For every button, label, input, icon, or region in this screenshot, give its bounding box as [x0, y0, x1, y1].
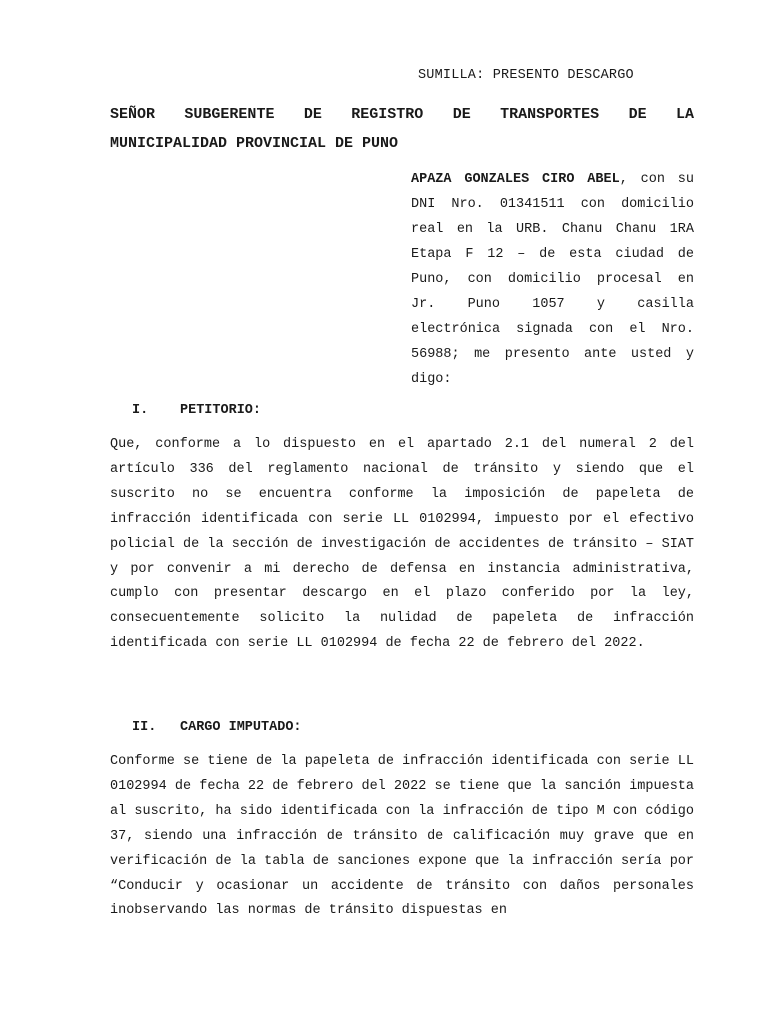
section-number: I. [132, 403, 149, 418]
addressee-block [110, 100, 694, 158]
section-number: II. [132, 720, 157, 735]
applicant-name: APAZA GONZALES CIRO ABEL [411, 172, 620, 187]
addressee-line-1: SEÑOR SUBGERENTE DE REGISTRO DE TRANSPORTES DE LA [110, 106, 694, 123]
applicant-details: , con su DNI Nro. 01341511 con domicilio real en la URB. Chanu Chanu 1RA Etapa F 12 – de esta ciudad de Puno, con domicilio procesal en Jr. Puno 1057 y casilla electrónica signada con el Nro. 56988; me presento ante usted y digo: [411, 172, 694, 387]
section-heading-petitorio [132, 403, 261, 418]
applicant-block [411, 167, 694, 392]
section-body-petitorio: Que, conforme a lo dispuesto en el apartado 2.1 del numeral 2 del artículo 336 del reglamento nacional de tránsito y siendo que el suscrito no se encuentra conforme la imposición de papeleta de infracción identificada con serie LL 0102994, impuesto por el efectivo policial de la sección de investigación de accidentes de tránsito – SIAT y por convenir a mi derecho de defensa en instancia administrativa, cumplo con presentar descargo en el plazo conferido por la ley, consecuentemente solicito la nulidad de papeleta de infracción identificada con serie LL 0102994 de fecha 22 de febrero del 2022. [110, 437, 694, 652]
section-heading-cargo-imputado [132, 720, 302, 735]
section-body-cargo-imputado: Conforme se tiene de la papeleta de infracción identificada con serie LL 0102994 de fecha 22 de febrero del 2022 se tiene que la sanción impuesta al suscrito, ha sido identificada con la infracción de tipo M con código 37, siendo una infracción de tránsito de calificación muy grave que en verificación de la tabla de sanciones expone que la infracción sería por “Conducir y ocasionar un accidente de tránsito con daños personales inobservando las normas de tránsito dispuestas en [110, 754, 694, 919]
sumilla-line: SUMILLA: PRESENTO DESCARGO [418, 68, 634, 83]
section-title: PETITORIO: [180, 403, 262, 418]
section-title: CARGO IMPUTADO: [180, 720, 302, 735]
addressee-line-2: MUNICIPALIDAD PROVINCIAL DE PUNO [110, 135, 399, 152]
